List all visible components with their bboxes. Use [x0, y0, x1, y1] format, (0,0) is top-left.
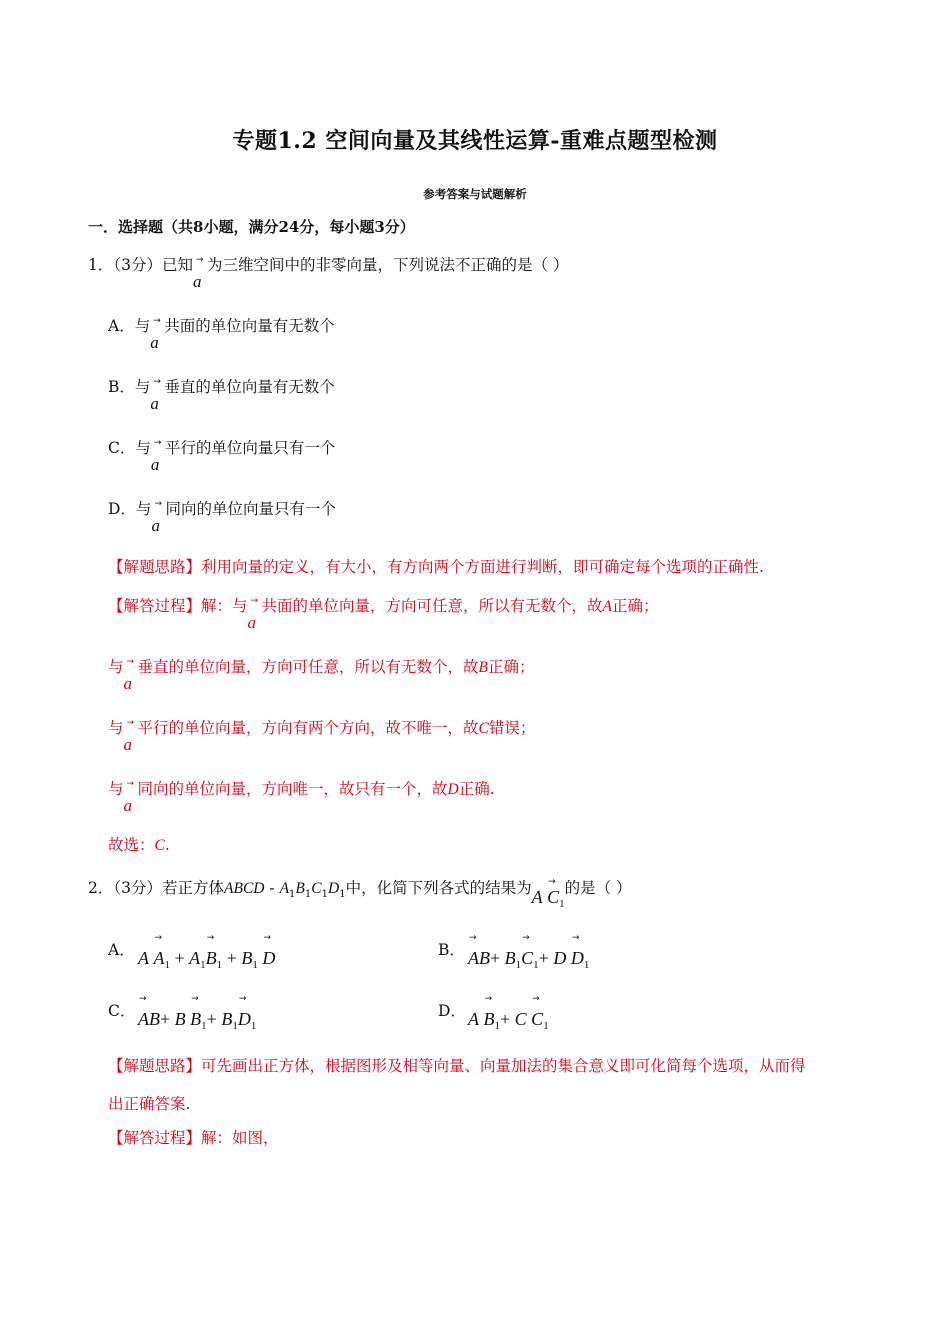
- option-b: B．与 → a 垂直的单位向量有无数个: [108, 377, 335, 413]
- vector-a: → a: [151, 499, 162, 535]
- q1-answer: 故选：C.: [108, 836, 170, 854]
- vector-a: → a: [123, 718, 135, 754]
- question-1-stem: 1．（3分）已知 → a 为三维空间中的非零向量，下列说法不正确的是（ ）: [88, 255, 569, 291]
- vector-a: → a: [193, 255, 204, 291]
- q2-option-a-expr: $A \to A_1 + A_1\to B_1 + B_1 \to D$: [138, 948, 275, 971]
- q1-process-line-1: 【解答过程】解：与 → a 共面的单位向量，方向可任意，所以有无数个，故A正确；: [108, 596, 659, 632]
- vector-ac1: $A \to C_1$: [532, 887, 565, 907]
- q2-thinking-line-2: 出正确答案.: [108, 1095, 191, 1113]
- vector-a: → a: [150, 316, 161, 352]
- option-d: D．与 → a 同向的单位向量只有一个: [108, 499, 336, 535]
- q2-option-d-label: D．: [438, 1002, 466, 1020]
- question-2-stem: 2．（3分）若正方体ABCD - $A_1B_1C_1D_1$中，化简下列各式的结果为$A \to C_1$的是（ ）: [88, 877, 632, 905]
- option-c: C．与 → a 平行的单位向量只有一个: [108, 438, 336, 474]
- q2-option-b-label: B．: [438, 941, 465, 959]
- vector-a: → a: [123, 779, 135, 815]
- q1-process-line-2: 与 → a 垂直的单位向量，方向可任意，所以有无数个，故B正确；: [108, 657, 535, 693]
- page-subtitle: 参考答案与试题解析: [423, 187, 527, 201]
- q1-process-line-4: 与 → a 同向的单位向量，方向唯一，故只有一个，故D正确.: [108, 779, 495, 815]
- section-heading: 一．选择题（共8小题，满分24分，每小题3分）: [88, 218, 415, 236]
- q2-option-b-expr: → $AB+ B_1\to C_1+ D \to D_1$: [468, 948, 589, 971]
- q2-thinking-line-1: 【解题思路】可先画出正方体，根据图形及相等向量、向量加法的集合意义即可化简每个选项，从而得: [108, 1057, 806, 1075]
- vector-a: → a: [123, 657, 135, 693]
- vector-a: → a: [150, 438, 162, 474]
- option-a: A．与 → a 共面的单位向量有无数个: [108, 316, 335, 352]
- q2-option-c-expr: → $AB+ B \to B_1+ B_1\to D_1$: [138, 1009, 256, 1032]
- page-title: 专题1.2 空间向量及其线性运算-重难点题型检测: [232, 128, 718, 154]
- vector-a: → a: [150, 377, 161, 413]
- vector-a: → a: [247, 596, 259, 632]
- q2-option-c-label: C．: [108, 1002, 136, 1020]
- q2-option-a-label: A．: [108, 941, 135, 959]
- q2-process: 【解答过程】解：如图，: [108, 1129, 279, 1147]
- q1-process-line-3: 与 → a 平行的单位向量，方向有两个方向，故不唯一，故C错误；: [108, 718, 536, 754]
- q1-thinking: 【解题思路】利用向量的定义，有大小，有方向两个方面进行判断，即可确定每个选项的正确性.: [108, 558, 764, 576]
- q2-option-d-expr: $A \to B_1+ C \to C_1$: [468, 1009, 549, 1032]
